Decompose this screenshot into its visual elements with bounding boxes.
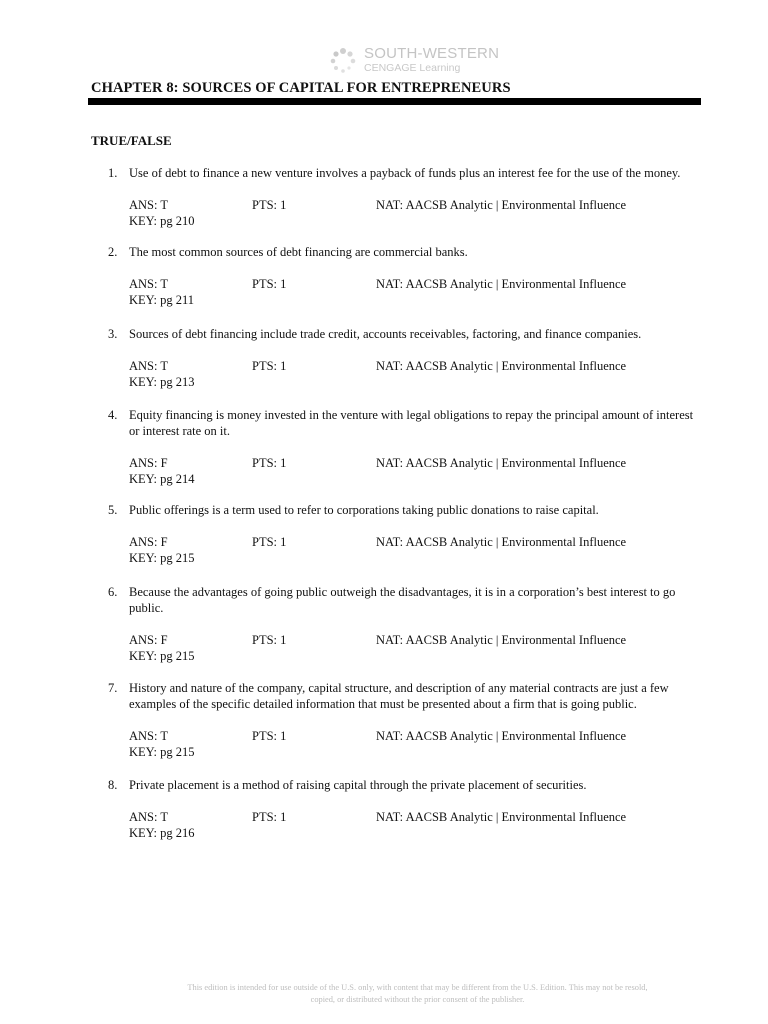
- question-text: Equity financing is money invested in the venture with legal obligations to repay the principal amount of interest or interest rate on it.: [129, 408, 694, 438]
- question-text: Use of debt to finance a new venture involves a payback of funds plus an interest fee for the use of the money.: [129, 166, 681, 180]
- title-rule: [88, 98, 701, 105]
- answer-value: ANS: F: [129, 456, 168, 470]
- question-number: 7.: [108, 681, 118, 695]
- nat-value: NAT: AACSB Analytic | Environmental Influence: [376, 810, 627, 824]
- key-value: KEY: pg 213: [129, 375, 195, 389]
- answer-value: ANS: T: [129, 277, 169, 291]
- key-value: KEY: pg 215: [129, 745, 195, 759]
- answer-meta: [129, 197, 703, 229]
- footer-line: This edition is intended for use outside of the U.S. only, with content that may be different from the U.S. Edition. This may not be resold,: [187, 983, 648, 992]
- question-item: [91, 680, 703, 760]
- points-value: PTS: 1: [252, 729, 287, 743]
- question-item: [91, 326, 703, 390]
- chapter-title: CHAPTER 8: SOURCES OF CAPITAL FOR ENTREPRENEURS: [91, 80, 511, 96]
- nat-value: NAT: AACSB Analytic | Environmental Influence: [376, 456, 627, 470]
- question-number: 3.: [108, 327, 118, 341]
- answer-meta: [129, 358, 703, 390]
- points-value: PTS: 1: [252, 810, 287, 824]
- question-item: [91, 584, 703, 664]
- answer-meta: [129, 728, 703, 760]
- nat-value: NAT: AACSB Analytic | Environmental Influence: [376, 633, 627, 647]
- answer-value: ANS: F: [129, 633, 168, 647]
- copyright-footer: [120, 982, 715, 1006]
- points-value: PTS: 1: [252, 633, 287, 647]
- question-text: Private placement is a method of raising capital through the private placement of securities.: [129, 778, 587, 792]
- answer-meta: [129, 455, 703, 487]
- key-value: KEY: pg 214: [129, 472, 195, 486]
- question-item: [91, 777, 703, 841]
- question-item: [91, 407, 703, 487]
- nat-value: NAT: AACSB Analytic | Environmental Influence: [376, 535, 627, 549]
- question-number: 4.: [108, 408, 118, 422]
- question-text: Public offerings is a term used to refer to corporations taking public donations to raise capital.: [129, 503, 599, 517]
- answer-meta: [129, 534, 703, 566]
- answer-value: ANS: F: [129, 535, 168, 549]
- points-value: PTS: 1: [252, 359, 287, 373]
- key-value: KEY: pg 215: [129, 649, 195, 663]
- answer-value: ANS: T: [129, 359, 169, 373]
- question-number: 2.: [108, 245, 118, 259]
- key-value: KEY: pg 215: [129, 551, 195, 565]
- question-number: 8.: [108, 778, 118, 792]
- points-value: PTS: 1: [252, 535, 287, 549]
- question-number: 5.: [108, 503, 118, 517]
- logo-subtitle: CENGAGE Learning: [364, 62, 461, 74]
- question-text: Sources of debt financing include trade credit, accounts receivables, factoring, and finance companies.: [129, 327, 642, 341]
- logo-wordmark: SOUTH-WESTERN: [364, 45, 500, 62]
- nat-value: NAT: AACSB Analytic | Environmental Influence: [376, 277, 627, 291]
- question-item: [91, 502, 703, 566]
- question-text: The most common sources of debt financing are commercial banks.: [129, 245, 468, 259]
- footer-line: copied, or distributed without the prior consent of the publisher.: [310, 995, 525, 1004]
- points-value: PTS: 1: [252, 198, 287, 212]
- answer-meta: [129, 809, 703, 841]
- key-value: KEY: pg 216: [129, 826, 195, 840]
- answer-value: ANS: T: [129, 729, 169, 743]
- question-text: History and nature of the company, capital structure, and description of any material contracts are just a few examples of the specific detailed information that must be presented about a firm that is going public.: [129, 681, 669, 711]
- answer-meta: [129, 276, 703, 308]
- question-text: Because the advantages of going public outweigh the disadvantages, it is in a corporation’s best interest to go public.: [129, 585, 676, 615]
- section-heading: TRUE/FALSE: [91, 133, 172, 148]
- publisher-logo: [328, 44, 499, 78]
- nat-value: NAT: AACSB Analytic | Environmental Influence: [376, 198, 627, 212]
- points-value: PTS: 1: [252, 456, 287, 470]
- nat-value: NAT: AACSB Analytic | Environmental Influence: [376, 359, 627, 373]
- answer-value: ANS: T: [129, 810, 169, 824]
- cengage-logo-icon: [328, 46, 358, 76]
- question-list: [91, 165, 703, 841]
- question-item: [91, 244, 703, 308]
- question-number: 6.: [108, 585, 118, 599]
- answer-meta: [129, 632, 703, 664]
- key-value: KEY: pg 210: [129, 214, 195, 228]
- nat-value: NAT: AACSB Analytic | Environmental Influence: [376, 729, 627, 743]
- question-number: 1.: [108, 166, 118, 180]
- key-value: KEY: pg 211: [129, 293, 195, 307]
- points-value: PTS: 1: [252, 277, 287, 291]
- question-item: [91, 165, 703, 229]
- answer-value: ANS: T: [129, 198, 169, 212]
